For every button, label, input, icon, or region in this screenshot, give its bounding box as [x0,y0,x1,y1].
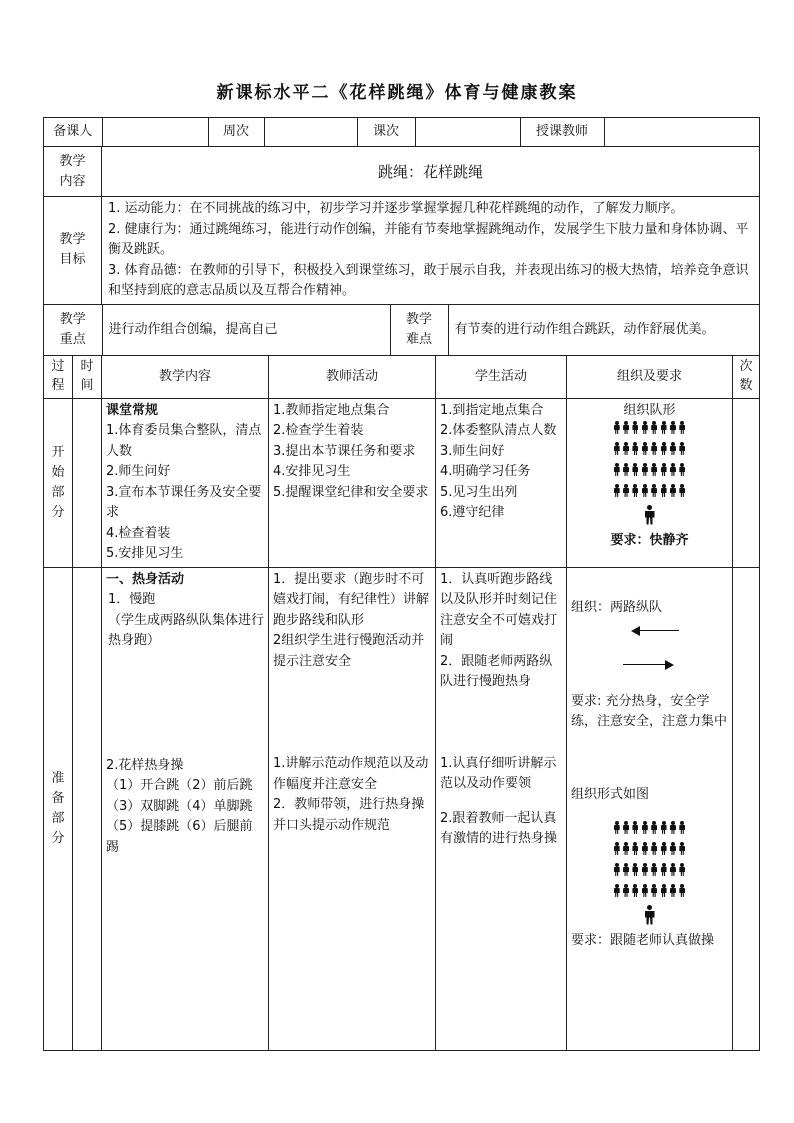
week-field[interactable] [264,118,357,146]
student-icon [641,442,648,456]
start-content-item: 4.检查着装 [106,525,171,541]
prep-run-title: 1．慢跑 [108,592,156,607]
student-icon [613,421,620,435]
content-value: 跳绳：花样跳绳 [102,147,760,197]
left-arrow-icon [571,626,728,636]
student-icon [651,842,658,856]
start-content-item: 2.师生问好 [106,464,171,479]
content-label: 教学内容 [44,147,102,197]
student-icon [669,863,676,877]
col-process: 过程 [44,355,73,398]
prep-times [733,567,760,1050]
student-icon [651,442,658,456]
student-icon [623,442,630,456]
start-teacher-item: 2.检查学生着装 [273,423,364,438]
start-content-item: 1.体育委员集合整队，清点人数 [106,423,262,459]
student-icon [623,863,630,877]
student-icon [623,421,630,435]
start-times [733,398,760,567]
student-icon [632,484,639,498]
lesson-plan-table [43,117,760,1051]
start-student-item: 2.体委整队清点人数 [440,423,557,438]
prep-formation [571,821,728,905]
prep-run-desc: （学生成两路纵队集体进行热身跑） [108,612,265,648]
start-teacher-item: 1.教师指定地点集合 [273,402,390,418]
student-icon [623,484,630,498]
student-icon [641,421,648,435]
prep-org-run-req: 要求: 充分热身，安全学练，注意安全，注意力集中 [571,693,728,729]
teacher-field[interactable] [604,118,760,146]
lesson-label: 课次 [357,118,415,146]
prep-student-run: 1．认真听跑步路线以及队形并时刻记住注意安全不可嬉戏打闹 [440,571,558,648]
student-icon [669,821,676,835]
start-label: 开始部分 [44,398,73,567]
objective-item: 3. 体育品德：在教师的引导下，积极投入到课堂练习，敢于展示自我，并表现出练习的极大热情，培养竞争意识和坚持到底的意志品质以及互帮合作精神。 [108,262,749,298]
student-icon [641,463,648,477]
student-icon [623,463,630,477]
start-org-title: 组织队形 [623,402,676,418]
student-icon [669,884,676,898]
student-icon [632,821,639,835]
start-teacher-item: 5.提醒课堂纪律和安全要求 [273,484,429,500]
prep-warm-item: （3）双脚跳（4）单脚跳 [106,798,253,814]
student-icon [632,463,639,477]
student-icon [679,821,686,835]
col-teacher: 教师活动 [269,355,436,398]
student-icon [651,884,658,898]
student-icon [632,442,639,456]
student-icon [651,484,658,498]
start-student-item: 1.到指定地点集合 [440,402,544,418]
header-row [44,118,760,146]
prep-teacher-warm2: 2．教师带领，进行热身操并口头提示动作规范 [273,797,425,833]
right-arrow-icon [571,660,728,670]
prep-student-warm2: 2.跟着教师一起认真有激情的进行热身操 [440,810,558,846]
key-label: 教学重点 [44,305,102,355]
start-student-item: 3.师生问好 [440,443,505,459]
student-icon [632,421,639,435]
start-content-item: 5.安排见习生 [106,546,184,561]
student-icon [613,463,620,477]
student-icon [632,863,639,877]
student-icon [679,842,686,856]
student-icon [641,863,648,877]
objective-item: 2. 健康行为：通过跳绳练习，能进行动作创编，并能有节奏地掌握跳绳动作，发展学生下肢力量和身体协调、平衡及跳跃。 [108,221,749,257]
prep-org-warm: 组织形式如图 [571,786,650,802]
student-icon [660,484,667,498]
student-icon [660,821,667,835]
student-icon [623,884,630,898]
student-icon [679,421,686,435]
teacher-icon [645,905,655,925]
prep-org-run: 组织：两路纵队 [571,599,663,615]
prep-student-run2: 2．跟随老师两路纵队进行慢跑热身 [440,653,553,689]
prep-teacher-run2: 2组织学生进行慢跑活动并提示注意安全 [273,633,425,669]
student-icon [613,863,620,877]
prep-content-title: 一、热身活动 [106,571,185,587]
start-teacher-item: 4.安排见习生 [273,464,351,479]
prep-warm-item: （5）提膝跳（6）后腿前踢 [106,819,253,855]
student-icon [679,442,686,456]
prep-warm-item: （1）开合跳（2）前后跳 [106,778,253,793]
difficulty-label: 教学难点 [390,305,448,355]
col-org: 组织及要求 [567,355,733,398]
prep-teacher-run: 1．提出要求（跑步时不可嬉戏打闹，有纪律性）讲解跑步路线和队形 [273,571,430,628]
student-icon [651,463,658,477]
student-icon [641,842,648,856]
student-icon [632,884,639,898]
lesson-field[interactable] [415,118,520,146]
start-org-requirement: 要求：快静齐 [610,532,689,548]
col-times: 次数 [733,355,760,398]
student-icon [641,821,648,835]
teacher-label: 授课教师 [520,118,604,146]
student-icon [660,421,667,435]
student-icon [679,884,686,898]
student-icon [651,421,658,435]
student-icon [660,863,667,877]
prep-org-warm-req: 要求：跟随老师认真做操 [571,932,715,948]
student-icon [669,421,676,435]
prep-label: 准备部分 [44,567,73,1050]
teacher-icon [645,505,655,525]
student-icon [679,463,686,477]
col-student: 学生活动 [436,355,567,398]
prep-time [73,567,102,1050]
student-icon [660,842,667,856]
student-icon [679,863,686,877]
objective-item: 1. 运动能力：在不同挑战的练习中，初步学习并逐步掌握掌握几种花样跳绳的动作，了解发力顺序。 [108,201,684,216]
start-student-item: 6.遵守纪律 [440,505,505,520]
col-time: 时间 [73,355,102,398]
student-icon [613,884,620,898]
prep-warm-title: 2.花样热身操 [106,757,184,773]
student-icon [669,463,676,477]
student-icon [613,842,620,856]
prep-student-warm: 1.认真仔细听讲解示范以及动作要领 [440,755,557,791]
student-icon [613,442,620,456]
preparer-field[interactable] [102,118,208,146]
start-student-item: 4.明确学习任务 [440,464,531,479]
key-value: 进行动作组合创编，提高自己 [102,305,390,355]
start-student-item: 5.见习生出列 [440,484,518,500]
start-content-item: 3.宣布本节课任务及安全要求 [106,484,262,520]
student-icon [651,863,658,877]
keypoints-row [44,305,760,355]
difficulty-value: 有节奏的进行动作组合跳跃，动作舒展优美。 [454,321,715,337]
student-icon [632,842,639,856]
student-icon [613,821,620,835]
student-icon [679,484,686,498]
student-icon [660,463,667,477]
student-icon [623,842,630,856]
prep-teacher-warm: 1.讲解示范动作规范以及动作幅度并注意安全 [273,756,429,792]
col-content: 教学内容 [102,355,269,398]
student-icon [641,884,648,898]
page-title: 新课标水平二《花样跳绳》体育与健康教案 [216,83,578,103]
student-icon [651,821,658,835]
week-label: 周次 [208,118,264,146]
student-icon [641,484,648,498]
start-time [73,398,102,567]
start-teacher-item: 3.提出本节课任务和要求 [273,443,416,459]
student-icon [669,442,676,456]
start-formation [571,421,728,505]
student-icon [660,884,667,898]
student-icon [669,484,676,498]
start-content-title: 课堂常规 [106,402,159,418]
preparer-label: 备课人 [44,118,102,146]
objectives-label: 教学目标 [44,197,102,305]
student-icon [623,821,630,835]
student-icon [613,484,620,498]
student-icon [660,442,667,456]
student-icon [669,842,676,856]
